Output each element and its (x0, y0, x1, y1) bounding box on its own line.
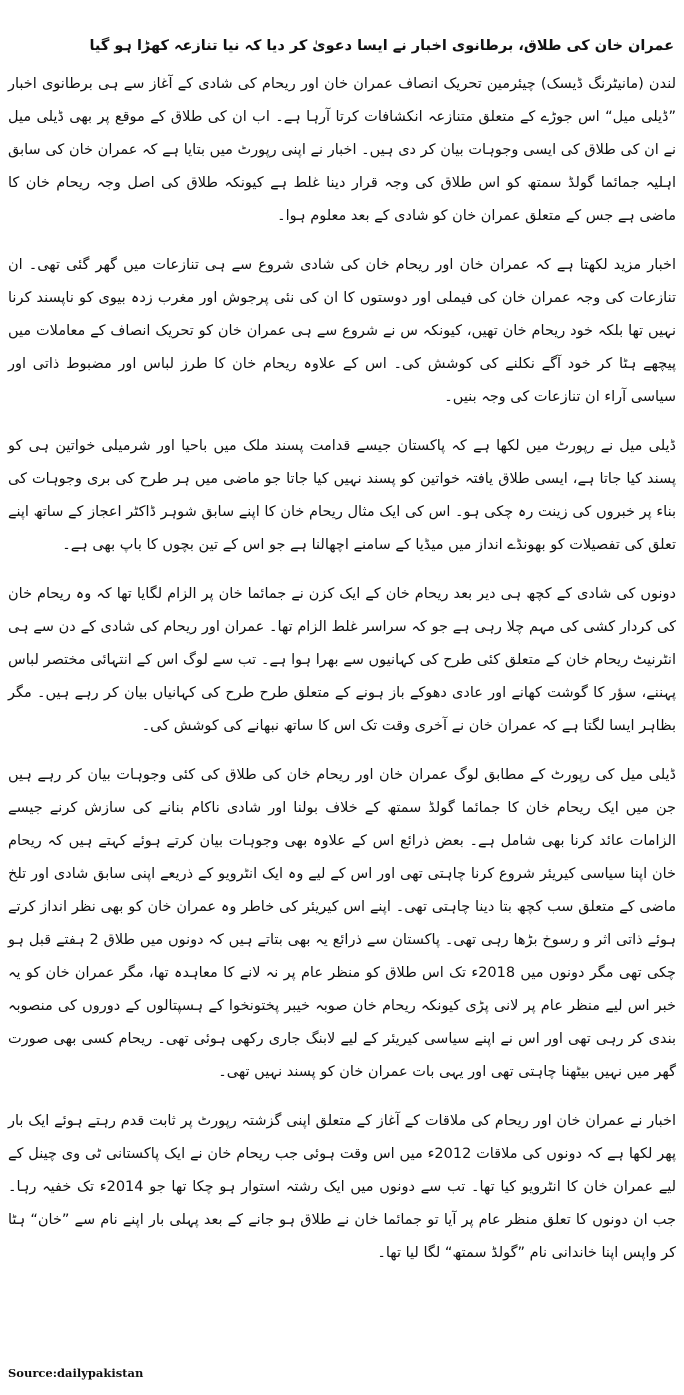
article-headline: عمران خان کی طلاق، برطانوی اخبار نے ایسا دعویٰ کر دیا کہ نیا تنازعہ کھڑا ہو گیا (89, 38, 674, 54)
article-paragraph-4: دونوں کی شادی کے کچھ ہی دیر بعد ریحام خان کے ایک کزن نے جمائما خان پر الزام لگایا تھا کہ وہ ریحام خان کی کردار کشی کی مہم چلا رہی ہے جو کہ سراسر غلط الزام تھا۔ عمران اور ریحام کی شادی کے دن سے ہی انٹرنیٹ ریحام خان کے متعلق کئی طرح کی کہانیوں سے بھرا ہوا ہے۔ تب سے لوگ اس کے انتہائی مختصر لباس پہننے، سؤر کا گوشت کھانے اور عادی دھوکے باز ہونے کے متعلق طرح طرح کی کہانیاں بیان کر رہے ہیں۔ مگر بظاہر ایسا لگتا ہے کہ عمران خان نے آخری وقت تک اس کا ساتھ نبھانے کی کوشش کی۔ (8, 586, 676, 734)
article-paragraph-2: اخبار مزید لکھتا ہے کہ عمران خان اور ریحام خان کی شادی شروع سے ہی تنازعات میں گھر گئی تھی۔ ان تنازعات کی وجہ عمران خان کی فیملی اور دوستوں کا ان کی نئی پرجوش اور مغرب زدہ بیوی کو ناپسند کرنا نہیں تھا بلکہ خود ریحام خان تھیں، کیونکہ س نے شروع سے ہی عمران خان کو تحریک انصاف کے معاملات میں پیچھے ہٹا کر خود آگے نکلنے کی کوشش کی۔ اس کے علاوہ ریحام خان کا طرز لباس اور مضبوط ذاتی اور سیاسی آراء ان تنازعات کی وجہ بنیں۔ (8, 257, 676, 405)
source-credit: Source:dailypakistan (8, 1366, 144, 1380)
article (8, 6, 676, 1286)
article-paragraph-1: لندن (مانیٹرنگ ڈیسک) چیئرمین تحریک انصاف عمران خان اور ریحام کی شادی کے آغاز سے ہی برطانوی اخبار ”ڈیلی میل“ اس جوڑے کے متعلق متنازعہ انکشافات کرتا آرہا ہے۔ اب ان کی طلاق کے موقع پر بھی ڈیلی میل نے ان کی طلاق کی ایسی وجوہات بیان کر دی ہیں۔ اخبار نے اپنی رپورٹ میں بتایا ہے کہ عمران خان کی سابق اہلیہ جمائما گولڈ سمتھ کو اس طلاق کی وجہ قرار دینا غلط ہے کیونکہ طلاق کی اصل وجہ ریحام خان کا ماضی ہے جس کے متعلق عمران خان کو شادی کے بعد معلوم ہوا۔ (8, 76, 676, 224)
article-paragraph-3: ڈیلی میل نے رپورٹ میں لکھا ہے کہ پاکستان جیسے قدامت پسند ملک میں باحیا اور شرمیلی خواتین ہی کو پسند کیا جاتا ہے، ایسی طلاق یافتہ خواتین کو پسند نہیں کیا جاتا جو ماضی میں ہر طرح کی بری وجوہات کی بناء پر خبروں کی زینت رہ چکی ہو۔ اس کی ایک مثال ریحام خان کا اپنے سابق شوہر ڈاکٹر اعجاز کے ساتھ اپنے تعلق کی تفصیلات کو بھونڈے انداز میں میڈیا کے سامنے اچھالنا ہے جو اس کے تین بچوں کا باپ بھی ہے۔ (8, 438, 676, 553)
article-paragraph-6: اخبار نے عمران خان اور ریحام کی ملاقات کے آغاز کے متعلق اپنی گزشتہ رپورٹ پر ثابت قدم رہتے ہوئے ایک بار پھر لکھا ہے کہ دونوں کی ملاقات 2012ء میں اس وقت ہوئی جب ریحام خان نے ایک پاکستانی ٹی وی چینل کے لیے عمران خان کا انٹرویو کیا تھا۔ تب سے دونوں میں ایک رشتہ استوار ہو چکا تھا جو 2014ء تک خفیہ رہا۔ جب ان دونوں کا تعلق منظر عام پر آیا تو جمائما خان نے طلاق ہو جانے کے بعد پہلی بار اپنے نام سے ”خان“ ہٹا کر واپس اپنا خاندانی نام ”گولڈ سمتھ“ لگا لیا تھا۔ (8, 1113, 676, 1261)
article-paragraph-5: ڈیلی میل کی رپورٹ کے مطابق لوگ عمران خان اور ریحام خان کی طلاق کی کئی وجوہات بیان کر رہے ہیں جن میں ایک ریحام خان کا جمائما گولڈ سمتھ کے خلاف بولنا اور شادی ناکام بنانے کی سازش کرنے جیسے الزامات عائد کرنا بھی شامل ہے۔ بعض ذرائع اس کے علاوہ بھی وجوہات بیان کرتے ہوئے کہتے ہیں کہ ریحام خان اپنا سیاسی کیریئر شروع کرنا چاہتی تھی اور اس کے لیے وہ ایک انٹرویو کے ذریعے اپنی سابق شادی اور تلخ ماضی کے متعلق سب کچھ بتا دینا چاہتی تھی۔ اپنے اس کیریئر کی خاطر وہ عمران خان کو بھی نظر انداز کرتے ہوئے ذاتی اثر و رسوخ بڑھا رہی تھی۔ پاکستان سے ذرائع یہ بھی بتاتے ہیں کہ دونوں میں طلاق 2 ہفتے قبل ہو چکی تھی مگر دونوں میں 2018ء تک اس طلاق کو منظر عام پر نہ لانے کا معاہدہ تھا، مگر عمران خان کو یہ خبر اس لیے منظر عام پر لانی پڑی کیونکہ ریحام خان صوبہ خیبر پختونخوا کے ہسپتالوں کے دوروں کی منصوبہ بندی کر رہی تھی اور اس نے اپنے سیاسی کیریئر کے لیے لابنگ جاری رکھی ہوئی تھی۔ ریحام کسی بھی صورت گھر میں نہیں بیٹھنا چاہتی تھی اور یہی بات عمران خان کو پسند نہیں تھی۔ (8, 767, 677, 1080)
